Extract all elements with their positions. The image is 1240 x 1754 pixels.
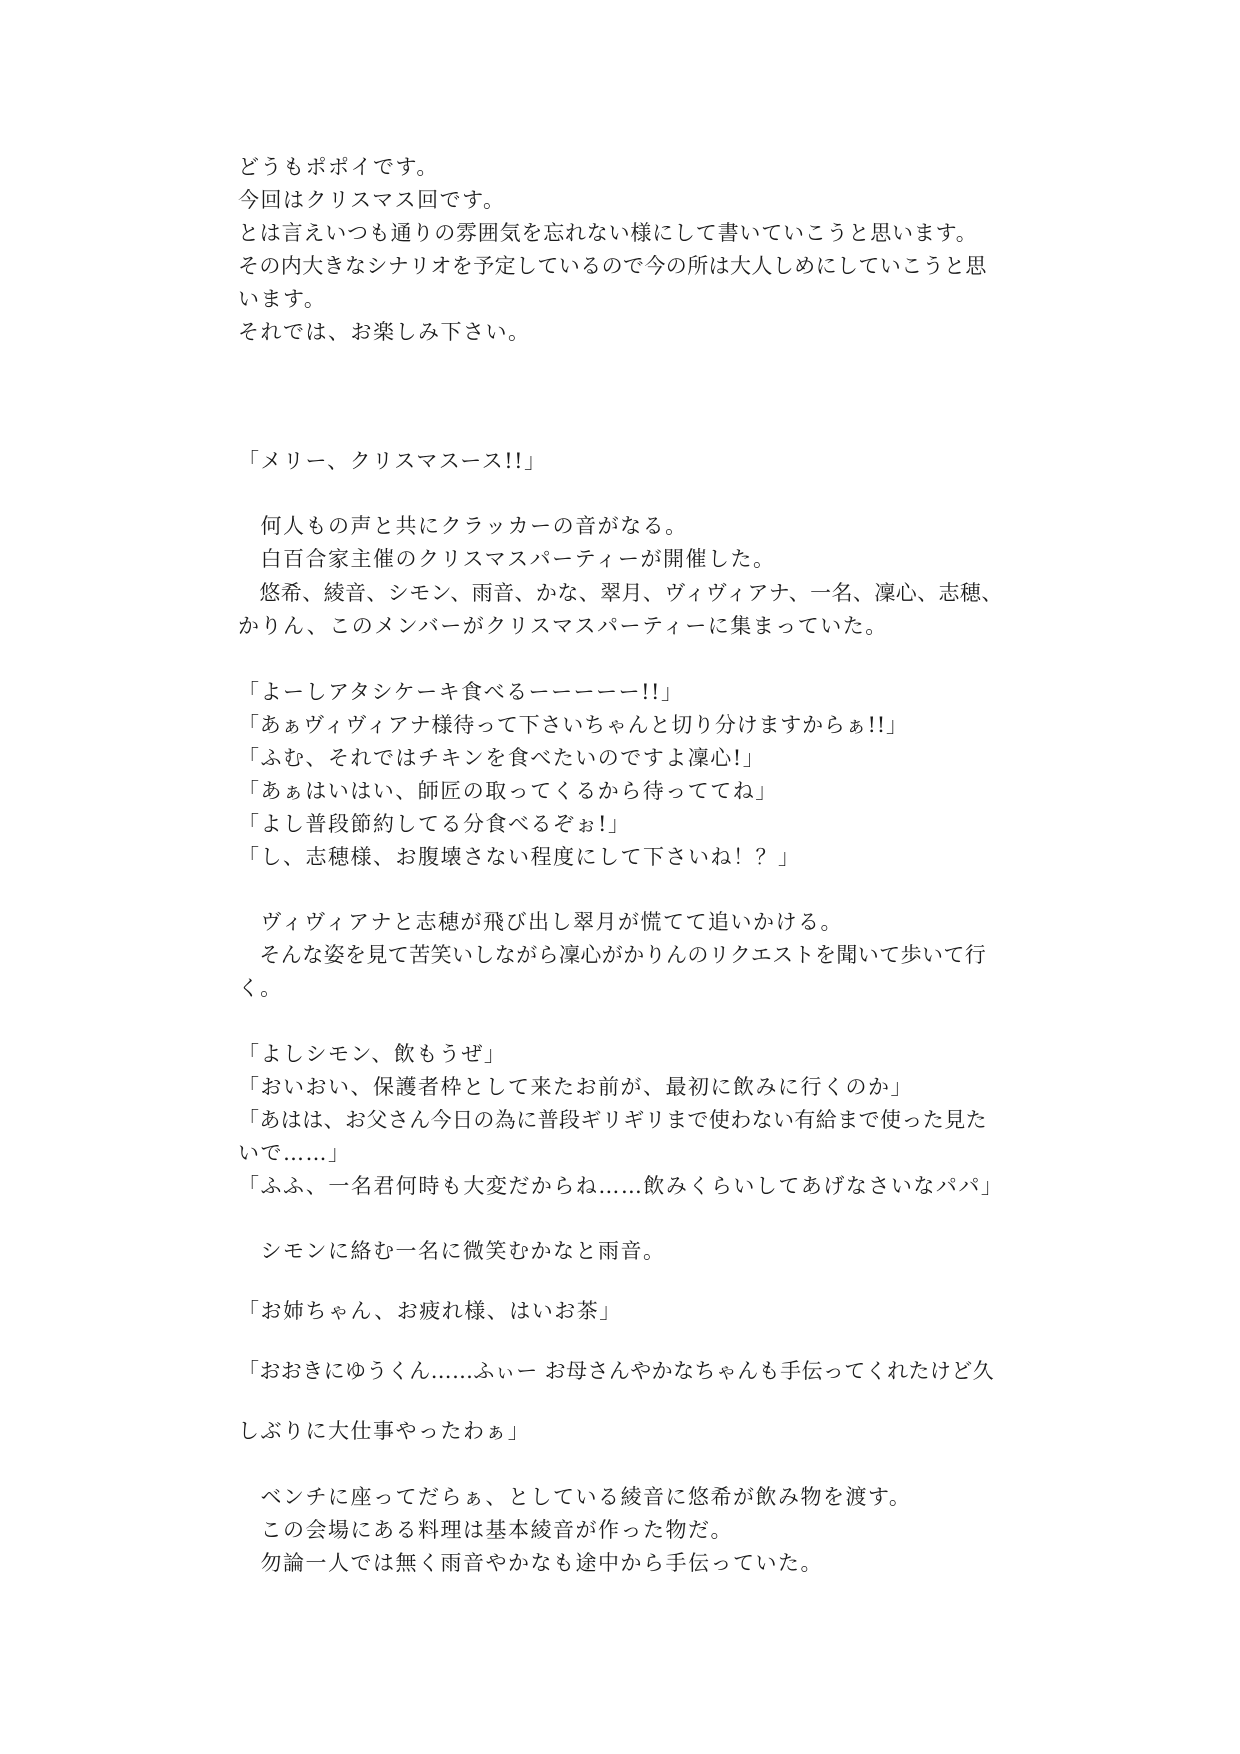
- text-line: かりん、このメンバーがクリスマスパーティーに集まっていた。: [238, 614, 888, 638]
- text-line: 「ふふ、一名君何時も大変だからね……飲みくらいしてあげなさいなパパ」: [238, 1174, 1004, 1198]
- text-line: 何人もの声と共にクラッカーの音がなる。: [238, 514, 688, 538]
- text-line: ヴィヴィアナと志穂が飛び出し翠月が慌てて追いかける。: [238, 910, 843, 934]
- text-line: 白百合家主催のクリスマスパーティーが開催した。: [238, 547, 776, 571]
- text-line: います。: [238, 287, 327, 311]
- text-line: しぶりに大仕事やったわぁ」: [238, 1419, 531, 1443]
- text-line: 「メリー、クリスマスース!!」: [238, 449, 547, 473]
- text-line: とは言えいつも通りの雰囲気を忘れない様にして書いていこうと思います。: [238, 221, 978, 245]
- text-line: それでは、お楽しみ下さい。: [238, 320, 531, 344]
- text-line: 「あぁヴィヴィアナ様待って下さいちゃんと切り分けますからぁ!!」: [238, 713, 908, 737]
- text-line: 悠希、綾音、シモン、雨音、かな、翠月、ヴィヴィアナ、一名、凜心、志穂、: [238, 581, 1003, 605]
- text-line: 「あはは、お父さん今日の為に普段ギリギリまで使わない有給まで使った見た: [238, 1108, 987, 1132]
- text-line: く。: [238, 976, 283, 1000]
- text-line: 「よし普段節約してる分食べるぞぉ!」: [238, 812, 631, 836]
- text-line: 「し、志穂様、お腹壊さない程度にして下さいね！？」: [238, 845, 801, 869]
- text-line: その内大きなシナリオを予定しているので今の所は大人しめにしていこうと思: [238, 254, 987, 278]
- text-line: 「ふむ、それではチキンを食べたいのですよ凜心!」: [238, 746, 766, 770]
- text-line: 「よーしアタシケーキ食べるーーーーー!!」: [238, 680, 684, 704]
- text-line: 「おいおい、保護者枠として来たお前が、最初に飲みに行くのか」: [238, 1075, 913, 1099]
- text-line: どうもポポイです。: [238, 155, 439, 179]
- text-line: そんな姿を見て苦笑いしながら凜心がかりんのリクエストを聞いて歩いて行: [238, 943, 987, 967]
- text-line: シモンに絡む一名に微笑むかなと雨音。: [238, 1239, 666, 1263]
- text-line: 「お姉ちゃん、お疲れ様、はいお茶」: [238, 1299, 622, 1323]
- text-line: 「あぁはいはい、師匠の取ってくるから待っててね」: [238, 779, 778, 803]
- text-line: 「おおきにゆうくん……ふぃー お母さんやかなちゃんも手伝ってくれたけど久: [238, 1359, 995, 1383]
- text-line: 今回はクリスマス回です。: [238, 188, 506, 212]
- text-line: この会場にある料理は基本綾音が作った物だ。: [238, 1518, 733, 1542]
- text-line: いで……」: [238, 1141, 351, 1165]
- text-line: 「よしシモン、飲もうぜ」: [238, 1042, 507, 1066]
- text-line: ベンチに座ってだらぁ、としている綾音に悠希が飲み物を渡す。: [238, 1485, 912, 1509]
- text-line: 勿論一人では無く雨音やかなも途中から手伝っていた。: [238, 1551, 823, 1575]
